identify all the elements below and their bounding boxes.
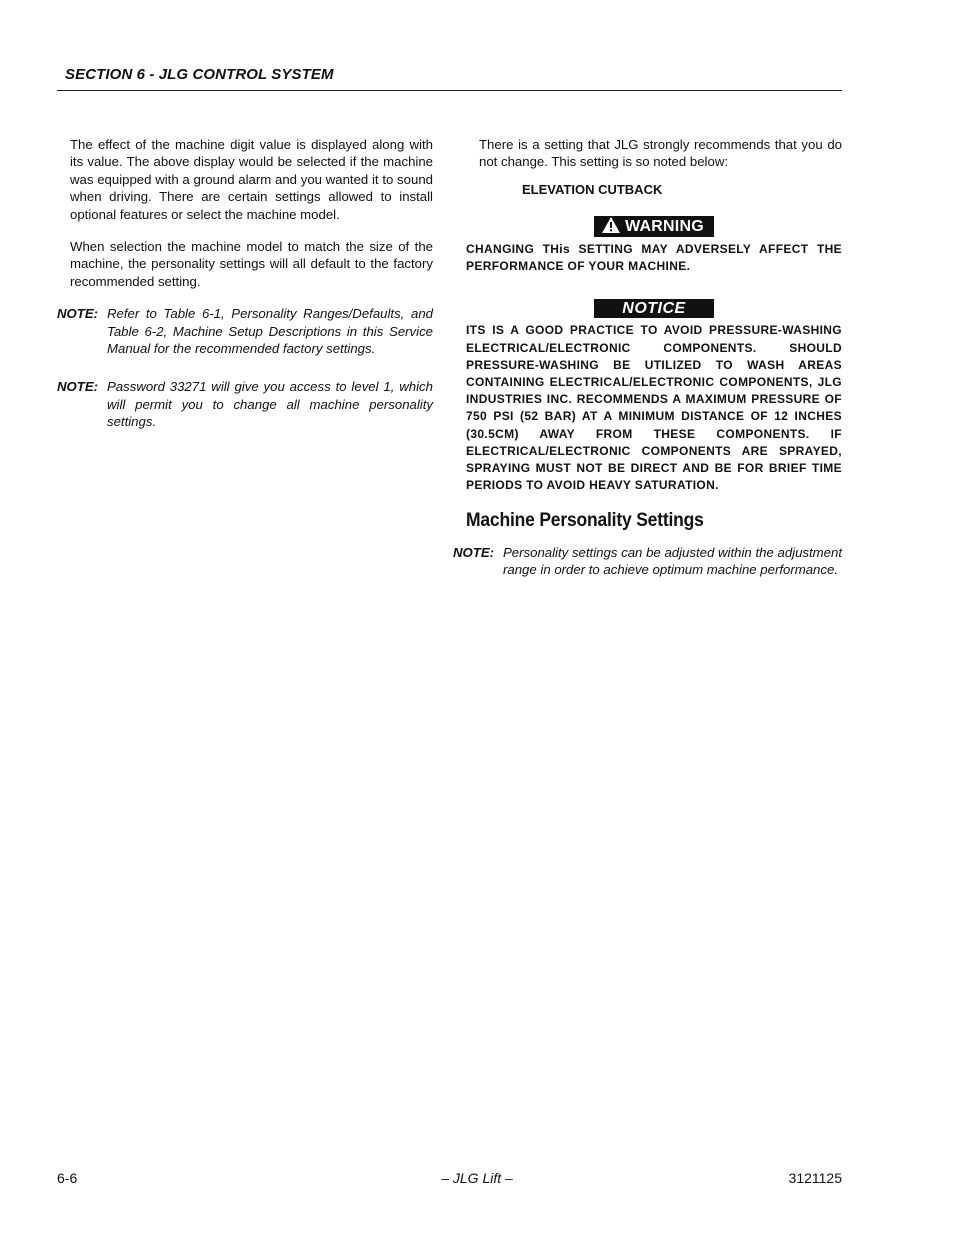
note-label: NOTE: bbox=[453, 544, 495, 560]
note-label: NOTE: bbox=[57, 306, 99, 322]
warning-text: CHANGING THis SETTING MAY ADVERSELY AFFECT THE PERFORMANCE OF YOUR MACHINE. bbox=[466, 241, 842, 273]
section-title: SECTION 6 - JLG CONTROL SYSTEM bbox=[65, 66, 334, 83]
right-column bbox=[453, 136, 842, 600]
footer-brand: – JLG Lift – bbox=[441, 1170, 513, 1186]
paragraph-machine-model: When selection the machine model to match the size of the machine, the personality settings will all default to the factory recommended setting. bbox=[70, 239, 433, 289]
warning-badge bbox=[594, 216, 714, 236]
warning-banner bbox=[466, 216, 842, 236]
note-label: NOTE: bbox=[57, 379, 99, 395]
paragraph-machine-digit: The effect of the machine digit value is displayed along with its value. The above display would be selected if the machine was equipped with a ground alarm and you wanted it to sound when driving. There are certain settings allowed to install optional features or select the machine model. bbox=[70, 137, 433, 222]
warning-triangle-icon bbox=[602, 217, 620, 233]
notice-text: ITS IS A GOOD PRACTICE TO AVOID PRESSURE-WASHING ELECTRICAL/ELECTRONIC COMPONENTS. SHOULD PRESSURE-WASHING BE UTILIZED TO WASH AREAS CONTAINING ELECTRICAL/ELECTRONIC COMPONENTS, JLG INDUSTRIES INC. RECOMMENDS A MAXIMUM PRESSURE OF 750 PSI (52 BAR) AT A MINIMUM DISTANCE OF 12 INCHES (30.5CM) AWAY FROM THESE COMPONENTS. IF ELECTRICAL/ELECTRONIC COMPONENTS ARE SPRAYED, SPRAYING MUST NOT BE DIRECT AND BE FOR BRIEF TIME PERIODS TO AVOID HEAVY SATURATION. bbox=[466, 323, 842, 493]
section-heading: Machine Personality Settings bbox=[466, 510, 704, 532]
note-text: Password 33271 will give you access to level 1, which will permit you to change all machine personality settings. bbox=[107, 379, 433, 430]
notice-banner bbox=[466, 299, 842, 318]
setting-name: ELEVATION CUTBACK bbox=[522, 181, 663, 197]
note-password bbox=[57, 378, 433, 430]
note-text: Refer to Table 6-1, Personality Ranges/Defaults, and Table 6-2, Machine Setup Descriptions in this Service Manual for the recommended factory settings. bbox=[107, 306, 433, 357]
page-number: 6-6 bbox=[57, 1170, 78, 1186]
note-personality bbox=[453, 544, 842, 579]
page-header bbox=[57, 66, 842, 91]
paragraph-recommended-setting: There is a setting that JLG strongly recommends that you do not change. This setting is so noted below: bbox=[479, 137, 842, 170]
note-table-reference bbox=[57, 305, 433, 357]
notice-label: NOTICE bbox=[594, 299, 713, 318]
left-column bbox=[57, 136, 433, 452]
note-text: Personality settings can be adjusted within the adjustment range in order to achieve optimum machine performance. bbox=[503, 544, 842, 578]
document-number: 3121125 bbox=[788, 1170, 842, 1186]
warning-label: WARNING bbox=[625, 218, 704, 236]
